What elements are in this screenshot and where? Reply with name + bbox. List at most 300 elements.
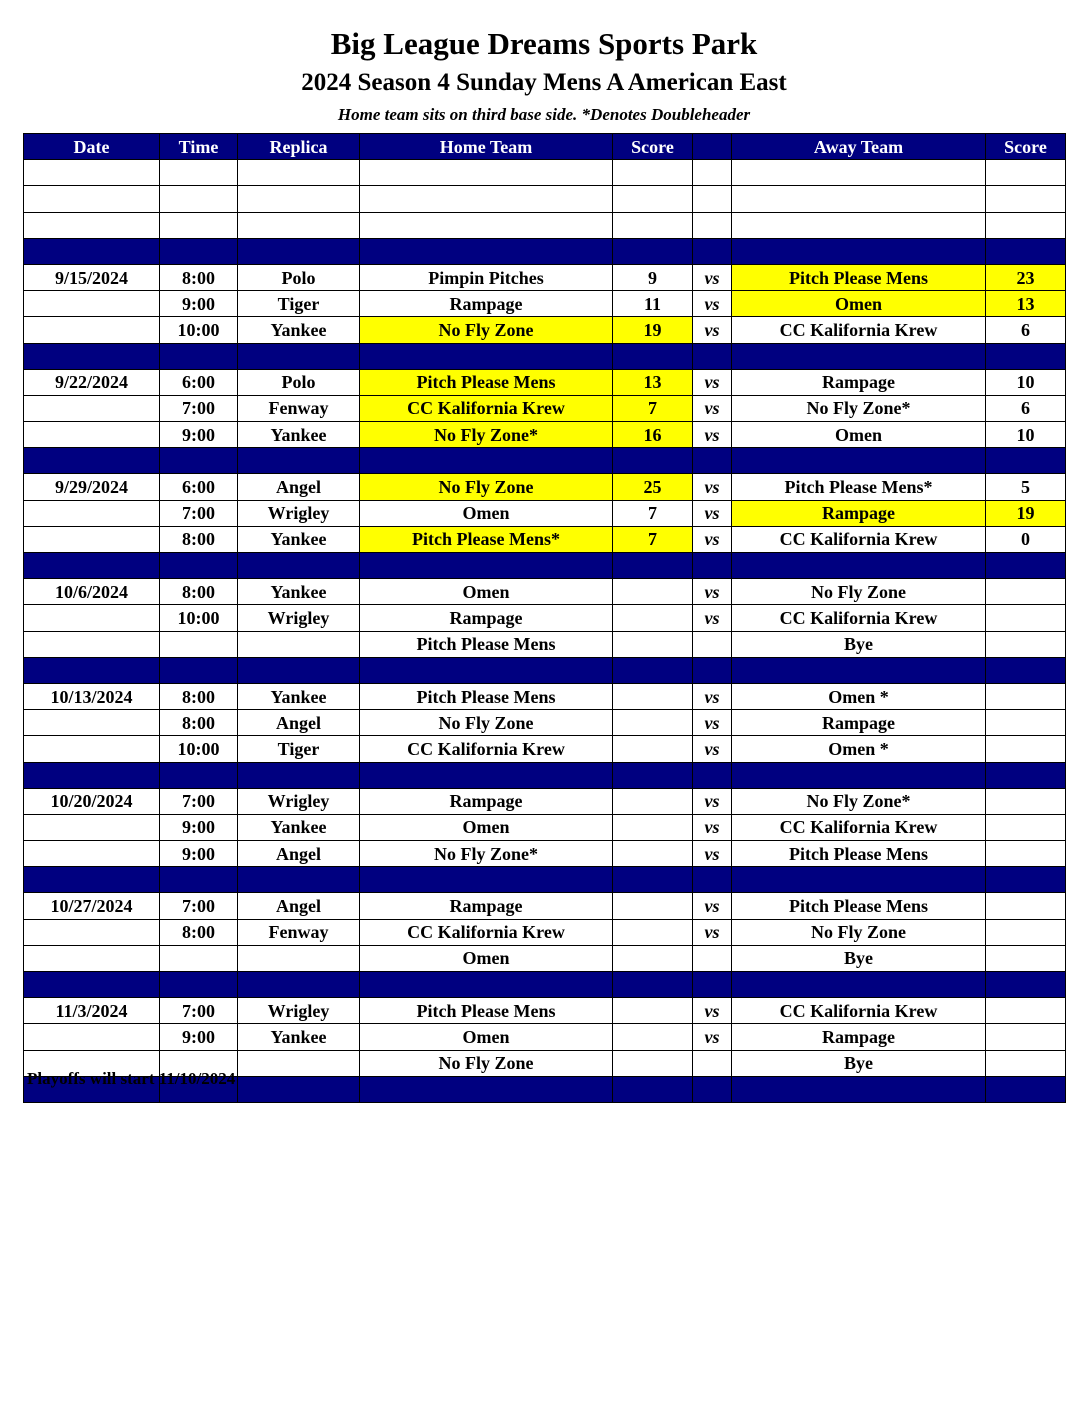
away-score-cell: 5 xyxy=(986,474,1066,500)
home-team-cell: No Fly Zone xyxy=(360,710,613,736)
home-score-cell: 13 xyxy=(613,369,693,395)
time-cell: 7:00 xyxy=(160,893,238,919)
date-cell: 9/15/2024 xyxy=(24,264,160,290)
home-score-cell xyxy=(613,945,693,971)
vs-cell xyxy=(693,945,732,971)
game-row xyxy=(24,395,1066,421)
away-score-cell xyxy=(986,160,1066,186)
date-cell xyxy=(24,422,160,448)
home-score-cell: 25 xyxy=(613,474,693,500)
home-score-cell xyxy=(613,710,693,736)
date-cell: 10/6/2024 xyxy=(24,579,160,605)
vs-cell xyxy=(693,160,732,186)
separator-cell xyxy=(360,343,613,369)
separator-cell xyxy=(24,343,160,369)
date-cell xyxy=(24,736,160,762)
home-team-cell: No Fly Zone xyxy=(360,474,613,500)
separator-cell xyxy=(360,972,613,998)
separator-cell xyxy=(360,657,613,683)
home-team-cell: CC Kalifornia Krew xyxy=(360,919,613,945)
vs-cell xyxy=(693,212,732,238)
separator-cell xyxy=(732,1076,986,1102)
replica-cell: Polo xyxy=(238,369,360,395)
date-cell xyxy=(24,160,160,186)
table-header-row xyxy=(24,134,1066,160)
replica-cell: Tiger xyxy=(238,736,360,762)
home-score-cell xyxy=(613,1024,693,1050)
separator-cell xyxy=(693,343,732,369)
away-score-cell xyxy=(986,788,1066,814)
separator-cell xyxy=(613,238,693,264)
away-team-cell: Pitch Please Mens xyxy=(732,893,986,919)
away-score-cell xyxy=(986,893,1066,919)
vs-cell: vs xyxy=(693,579,732,605)
time-cell: 8:00 xyxy=(160,579,238,605)
playoffs-note: Playoffs will start 11/10/2024 xyxy=(27,1069,236,1088)
vs-cell: vs xyxy=(693,788,732,814)
separator-cell xyxy=(24,972,160,998)
vs-cell: vs xyxy=(693,683,732,709)
separator-cell xyxy=(160,238,238,264)
game-row xyxy=(24,998,1066,1024)
week-separator-row xyxy=(24,553,1066,579)
separator-cell xyxy=(160,762,238,788)
game-row xyxy=(24,945,1066,971)
separator-cell xyxy=(24,657,160,683)
game-row xyxy=(24,579,1066,605)
vs-cell: vs xyxy=(693,814,732,840)
separator-cell xyxy=(360,553,613,579)
game-row xyxy=(24,422,1066,448)
game-row xyxy=(24,291,1066,317)
away-team-cell: No Fly Zone xyxy=(732,579,986,605)
time-cell xyxy=(160,186,238,212)
time-cell: 10:00 xyxy=(160,605,238,631)
home-score-cell: 7 xyxy=(613,395,693,421)
date-cell: 10/13/2024 xyxy=(24,683,160,709)
separator-cell xyxy=(160,553,238,579)
home-score-cell xyxy=(613,631,693,657)
away-score-cell xyxy=(986,683,1066,709)
separator-cell xyxy=(360,762,613,788)
vs-cell: vs xyxy=(693,474,732,500)
replica-cell xyxy=(238,160,360,186)
separator-cell xyxy=(693,448,732,474)
vs-cell: vs xyxy=(693,919,732,945)
game-row xyxy=(24,160,1066,186)
home-score-cell xyxy=(613,998,693,1024)
away-team-cell: CC Kalifornia Krew xyxy=(732,317,986,343)
home-score-cell xyxy=(613,841,693,867)
away-team-cell: Omen * xyxy=(732,683,986,709)
week-separator-row xyxy=(24,972,1066,998)
schedule-note: Home team sits on third base side. *Denotes Doubleheader xyxy=(337,105,751,124)
home-team-cell: Pitch Please Mens xyxy=(360,369,613,395)
away-team-cell: CC Kalifornia Krew xyxy=(732,526,986,552)
vs-cell: vs xyxy=(693,264,732,290)
date-cell: 10/27/2024 xyxy=(24,893,160,919)
separator-cell xyxy=(238,1076,360,1102)
away-score-cell xyxy=(986,1050,1066,1076)
separator-cell xyxy=(613,448,693,474)
col-header-replica: Replica xyxy=(238,134,360,160)
away-team-cell: Omen xyxy=(732,291,986,317)
separator-cell xyxy=(986,238,1066,264)
date-cell xyxy=(24,710,160,736)
away-team-cell xyxy=(732,186,986,212)
home-team-cell: CC Kalifornia Krew xyxy=(360,736,613,762)
date-cell xyxy=(24,317,160,343)
time-cell: 7:00 xyxy=(160,788,238,814)
home-score-cell xyxy=(613,683,693,709)
game-row xyxy=(24,474,1066,500)
time-cell: 8:00 xyxy=(160,264,238,290)
separator-cell xyxy=(986,553,1066,579)
away-score-cell xyxy=(986,1024,1066,1050)
date-cell xyxy=(24,212,160,238)
home-team-cell xyxy=(360,212,613,238)
home-team-cell: No Fly Zone* xyxy=(360,422,613,448)
home-team-cell xyxy=(360,186,613,212)
vs-cell: vs xyxy=(693,736,732,762)
home-score-cell: 9 xyxy=(613,264,693,290)
home-score-cell: 7 xyxy=(613,500,693,526)
time-cell: 6:00 xyxy=(160,369,238,395)
home-score-cell xyxy=(613,893,693,919)
away-team-cell: CC Kalifornia Krew xyxy=(732,814,986,840)
separator-cell xyxy=(732,867,986,893)
separator-cell xyxy=(693,1076,732,1102)
vs-cell: vs xyxy=(693,369,732,395)
separator-cell xyxy=(613,343,693,369)
home-team-cell: Pitch Please Mens xyxy=(360,631,613,657)
away-team-cell: Rampage xyxy=(732,1024,986,1050)
game-row xyxy=(24,369,1066,395)
game-row xyxy=(24,893,1066,919)
week-separator-row xyxy=(24,657,1066,683)
date-cell xyxy=(24,605,160,631)
away-score-cell xyxy=(986,710,1066,736)
separator-cell xyxy=(238,972,360,998)
home-score-cell xyxy=(613,605,693,631)
home-team-cell: Rampage xyxy=(360,893,613,919)
game-row xyxy=(24,710,1066,736)
home-team-cell: No Fly Zone* xyxy=(360,841,613,867)
date-cell xyxy=(24,1024,160,1050)
separator-cell xyxy=(613,762,693,788)
separator-cell xyxy=(24,762,160,788)
date-cell xyxy=(24,841,160,867)
home-team-cell: Omen xyxy=(360,814,613,840)
home-team-cell: Rampage xyxy=(360,291,613,317)
time-cell: 7:00 xyxy=(160,395,238,421)
vs-cell: vs xyxy=(693,1024,732,1050)
home-score-cell xyxy=(613,736,693,762)
away-score-cell xyxy=(986,579,1066,605)
away-team-cell: Omen xyxy=(732,422,986,448)
home-team-cell: Omen xyxy=(360,579,613,605)
separator-cell xyxy=(238,553,360,579)
col-header-away-team: Away Team xyxy=(732,134,986,160)
col-header-vs xyxy=(693,134,732,160)
away-team-cell: No Fly Zone* xyxy=(732,788,986,814)
home-team-cell: Omen xyxy=(360,1024,613,1050)
game-row xyxy=(24,631,1066,657)
away-team-cell xyxy=(732,212,986,238)
time-cell: 10:00 xyxy=(160,736,238,762)
vs-cell: vs xyxy=(693,291,732,317)
away-score-cell: 23 xyxy=(986,264,1066,290)
game-row xyxy=(24,736,1066,762)
away-score-cell xyxy=(986,736,1066,762)
separator-cell xyxy=(613,972,693,998)
game-row xyxy=(24,814,1066,840)
away-team-cell xyxy=(732,160,986,186)
separator-cell xyxy=(360,1076,613,1102)
replica-cell: Yankee xyxy=(238,526,360,552)
time-cell: 6:00 xyxy=(160,474,238,500)
date-cell xyxy=(24,814,160,840)
separator-cell xyxy=(238,448,360,474)
replica-cell: Yankee xyxy=(238,317,360,343)
home-score-cell: 11 xyxy=(613,291,693,317)
time-cell xyxy=(160,212,238,238)
home-score-cell xyxy=(613,579,693,605)
separator-cell xyxy=(360,867,613,893)
date-cell: 10/20/2024 xyxy=(24,788,160,814)
time-cell: 9:00 xyxy=(160,841,238,867)
away-score-cell xyxy=(986,212,1066,238)
separator-cell xyxy=(693,553,732,579)
week-separator-row xyxy=(24,343,1066,369)
replica-cell: Wrigley xyxy=(238,500,360,526)
away-score-cell xyxy=(986,631,1066,657)
game-row xyxy=(24,683,1066,709)
away-team-cell: CC Kalifornia Krew xyxy=(732,605,986,631)
away-team-cell: CC Kalifornia Krew xyxy=(732,998,986,1024)
vs-cell: vs xyxy=(693,893,732,919)
home-team-cell: Pimpin Pitches xyxy=(360,264,613,290)
home-score-cell xyxy=(613,814,693,840)
separator-cell xyxy=(613,657,693,683)
time-cell: 8:00 xyxy=(160,683,238,709)
page-title: Big League Dreams Sports Park xyxy=(330,26,758,61)
home-team-cell: Omen xyxy=(360,945,613,971)
replica-cell: Yankee xyxy=(238,814,360,840)
away-team-cell: Pitch Please Mens xyxy=(732,264,986,290)
game-row xyxy=(24,841,1066,867)
away-score-cell: 10 xyxy=(986,369,1066,395)
separator-cell xyxy=(986,448,1066,474)
time-cell: 10:00 xyxy=(160,317,238,343)
separator-cell xyxy=(613,553,693,579)
date-cell xyxy=(24,919,160,945)
replica-cell xyxy=(238,631,360,657)
vs-cell: vs xyxy=(693,317,732,343)
replica-cell: Angel xyxy=(238,710,360,736)
separator-cell xyxy=(160,343,238,369)
separator-cell xyxy=(24,448,160,474)
replica-cell xyxy=(238,945,360,971)
away-score-cell xyxy=(986,945,1066,971)
week-separator-row xyxy=(24,762,1066,788)
week-separator-row xyxy=(24,867,1066,893)
away-score-cell xyxy=(986,605,1066,631)
home-team-cell: Omen xyxy=(360,500,613,526)
date-cell xyxy=(24,631,160,657)
home-score-cell: 16 xyxy=(613,422,693,448)
col-header-time: Time xyxy=(160,134,238,160)
home-score-cell xyxy=(613,212,693,238)
date-cell xyxy=(24,526,160,552)
game-row xyxy=(24,186,1066,212)
away-score-cell: 0 xyxy=(986,526,1066,552)
away-team-cell: Bye xyxy=(732,1050,986,1076)
separator-cell xyxy=(986,762,1066,788)
time-cell: 9:00 xyxy=(160,291,238,317)
separator-cell xyxy=(24,553,160,579)
time-cell: 7:00 xyxy=(160,998,238,1024)
away-score-cell xyxy=(986,841,1066,867)
separator-cell xyxy=(24,867,160,893)
home-score-cell xyxy=(613,160,693,186)
separator-cell xyxy=(732,238,986,264)
vs-cell: vs xyxy=(693,526,732,552)
col-header-home-team: Home Team xyxy=(360,134,613,160)
date-cell xyxy=(24,945,160,971)
separator-cell xyxy=(986,657,1066,683)
away-team-cell: Pitch Please Mens xyxy=(732,841,986,867)
home-team-cell: Rampage xyxy=(360,788,613,814)
separator-cell xyxy=(360,448,613,474)
home-team-cell: Pitch Please Mens xyxy=(360,683,613,709)
home-score-cell xyxy=(613,788,693,814)
schedule-body xyxy=(24,160,1066,1103)
separator-cell xyxy=(613,867,693,893)
game-row xyxy=(24,919,1066,945)
away-score-cell: 6 xyxy=(986,395,1066,421)
separator-cell xyxy=(693,972,732,998)
away-score-cell: 10 xyxy=(986,422,1066,448)
vs-cell xyxy=(693,186,732,212)
game-row xyxy=(24,1024,1066,1050)
separator-cell xyxy=(732,448,986,474)
away-team-cell: No Fly Zone xyxy=(732,919,986,945)
time-cell xyxy=(160,945,238,971)
separator-cell xyxy=(732,343,986,369)
time-cell: 7:00 xyxy=(160,500,238,526)
home-score-cell: 19 xyxy=(613,317,693,343)
game-row xyxy=(24,264,1066,290)
time-cell: 8:00 xyxy=(160,919,238,945)
time-cell: 9:00 xyxy=(160,814,238,840)
vs-cell: vs xyxy=(693,500,732,526)
away-score-cell xyxy=(986,814,1066,840)
page-subtitle: 2024 Season 4 Sunday Mens A American East xyxy=(301,69,787,96)
time-cell xyxy=(160,631,238,657)
replica-cell xyxy=(238,212,360,238)
time-cell: 8:00 xyxy=(160,710,238,736)
separator-cell xyxy=(693,238,732,264)
time-cell: 9:00 xyxy=(160,422,238,448)
away-team-cell: No Fly Zone* xyxy=(732,395,986,421)
separator-cell xyxy=(986,972,1066,998)
col-header-date: Date xyxy=(24,134,160,160)
away-team-cell: Pitch Please Mens* xyxy=(732,474,986,500)
vs-cell: vs xyxy=(693,841,732,867)
replica-cell: Tiger xyxy=(238,291,360,317)
separator-cell xyxy=(360,238,613,264)
vs-cell: vs xyxy=(693,710,732,736)
separator-cell xyxy=(160,448,238,474)
away-team-cell: Bye xyxy=(732,945,986,971)
date-cell xyxy=(24,291,160,317)
home-team-cell: CC Kalifornia Krew xyxy=(360,395,613,421)
replica-cell: Wrigley xyxy=(238,788,360,814)
separator-cell xyxy=(693,657,732,683)
home-team-cell: Rampage xyxy=(360,605,613,631)
home-score-cell xyxy=(613,1050,693,1076)
replica-cell: Polo xyxy=(238,264,360,290)
replica-cell: Angel xyxy=(238,893,360,919)
home-team-cell: Pitch Please Mens xyxy=(360,998,613,1024)
game-row xyxy=(24,212,1066,238)
away-team-cell: Rampage xyxy=(732,500,986,526)
separator-cell xyxy=(238,657,360,683)
separator-cell xyxy=(986,343,1066,369)
date-cell: 9/29/2024 xyxy=(24,474,160,500)
separator-cell xyxy=(732,762,986,788)
separator-cell xyxy=(693,762,732,788)
separator-cell xyxy=(238,867,360,893)
replica-cell: Fenway xyxy=(238,919,360,945)
game-row xyxy=(24,788,1066,814)
away-score-cell: 6 xyxy=(986,317,1066,343)
replica-cell: Wrigley xyxy=(238,605,360,631)
replica-cell: Angel xyxy=(238,841,360,867)
away-score-cell xyxy=(986,919,1066,945)
separator-cell xyxy=(732,657,986,683)
game-row xyxy=(24,605,1066,631)
col-header-away-score: Score xyxy=(986,134,1066,160)
vs-cell xyxy=(693,1050,732,1076)
away-team-cell: Omen * xyxy=(732,736,986,762)
away-team-cell: Rampage xyxy=(732,710,986,736)
away-score-cell xyxy=(986,998,1066,1024)
separator-cell xyxy=(160,972,238,998)
separator-cell xyxy=(986,1076,1066,1102)
away-team-cell: Rampage xyxy=(732,369,986,395)
date-cell: 9/22/2024 xyxy=(24,369,160,395)
schedule-table xyxy=(23,133,1066,1103)
separator-cell xyxy=(160,867,238,893)
date-cell xyxy=(24,395,160,421)
separator-cell xyxy=(238,343,360,369)
date-cell: 11/3/2024 xyxy=(24,998,160,1024)
date-cell xyxy=(24,500,160,526)
separator-cell xyxy=(160,657,238,683)
game-row xyxy=(24,317,1066,343)
separator-cell xyxy=(732,553,986,579)
replica-cell: Yankee xyxy=(238,579,360,605)
away-team-cell: Bye xyxy=(732,631,986,657)
replica-cell: Yankee xyxy=(238,422,360,448)
time-cell: 9:00 xyxy=(160,1024,238,1050)
time-cell xyxy=(160,160,238,186)
separator-cell xyxy=(238,762,360,788)
replica-cell: Yankee xyxy=(238,1024,360,1050)
replica-cell: Wrigley xyxy=(238,998,360,1024)
